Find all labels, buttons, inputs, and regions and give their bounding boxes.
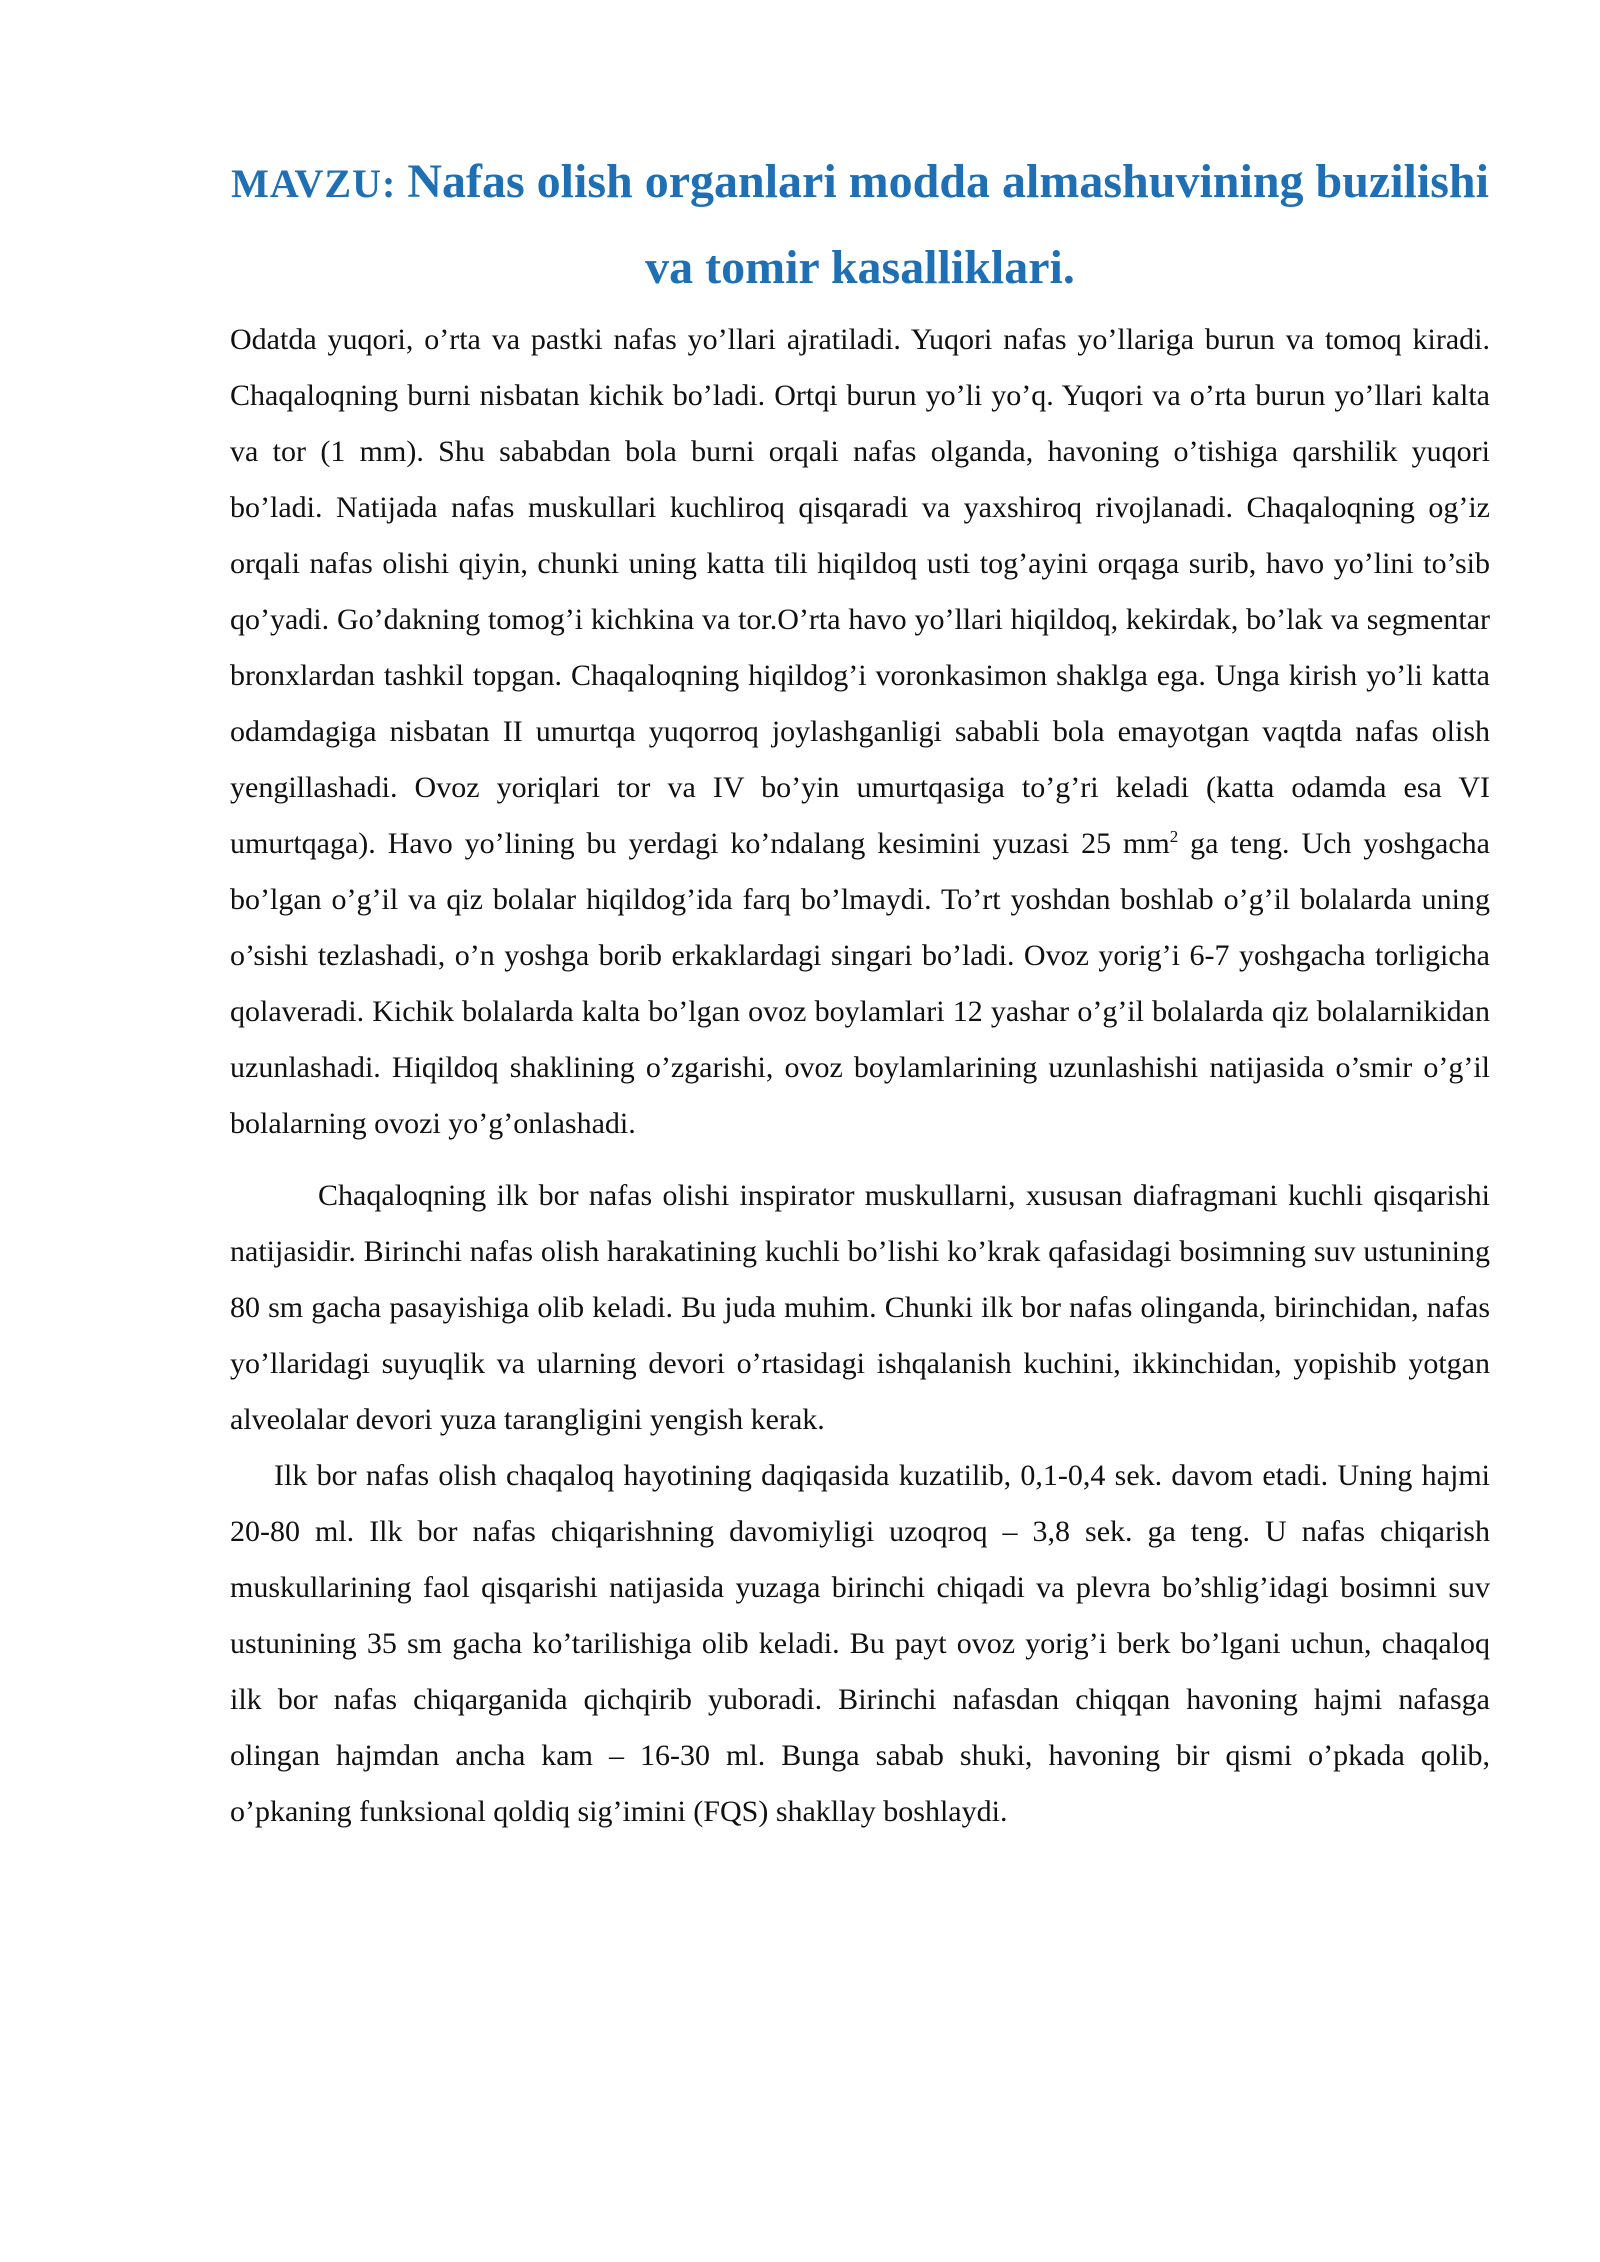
paragraph-1-part-a: Odatda yuqori, o’rta va pastki nafas yo’llari ajratiladi. Yuqori nafas yo’llariga burun va tomoq kiradi. Chaqaloqning burni nisbatan kichik bo’ladi. Ortqi burun yo’li yo’q. Yuqori va o’rta burun yo’llari kalta va tor (1 mm). Shu sababdan bola burni orqali nafas olganda, havoning o’tishiga qarshilik yuqori bo’ladi. Natijada nafas muskullari kuchliroq qisqaradi va yaxshiroq rivojlanadi. Chaqaloqning og’iz orqali nafas olishi qiyin, chunki uning katta tili hiqildoq usti tog’ayini orqaga surib, havo yo’lini to’sib qo’yadi. Go’dakning tomog’i kichkina va tor.O’rta havo yo’llari hiqildoq, kekirdak, bo’lak va segmentar bronxlardan tashkil topgan. Chaqaloqning hiqildog’i voronkasimon shaklga ega. Unga kirish yo’li katta odamdagiga nisbatan II umurtqa yuqorroq joylashganligi sababli bola emayotgan vaqtda nafas olish yengillashadi. Ovoz yoriqlari tor va IV bo’yin umurtqasiga to’g’ri keladi (katta odamda esa VI umurtqaga). Havo yo’lining bu yerdagi ko’ndalang kesimini yuzasi 25 mm	[230, 323, 1490, 860]
paragraph-1-part-b: ga teng. Uch yoshgacha bo’lgan o’g’il va qiz bolalar hiqildog’ida farq bo’lmaydi. To’rt yoshdan boshlab o’g’il bolalarda uning o’sishi tezlashadi, o’n yoshga borib erkaklardagi singari bo’ladi. Ovoz yorig’i 6-7 yoshgacha torligicha qolaveradi. Kichik bolalarda kalta bo’lgan ovoz boylamlari 12 yashar o’g’il bolalarda qiz bolalarnikidan uzunlashadi. Hiqildoq shaklining o’zgarishi, ovoz boylamlarining uzunlashishi natijasida o’smir o’g’il bolalarning ovozi yo’g’onlashadi.	[230, 827, 1490, 1140]
paragraph-1	[230, 312, 1490, 1152]
document-title	[230, 140, 1490, 310]
superscript-squared: 2	[1169, 827, 1179, 846]
document-body	[230, 312, 1490, 1840]
paragraph-3: Ilk bor nafas olish chaqaloq hayotining daqiqasida kuzatilib, 0,1-0,4 sek. davom etadi. Uning hajmi 20-80 ml. Ilk bor nafas chiqarishning davomiyligi uzoqroq – 3,8 sek. ga teng. U nafas chiqarish muskullarining faol qisqarishi natijasida yuzaga birinchi chiqadi va plevra bo’shlig’idagi bosimni suv ustunining 35 sm gacha ko’tarilishiga olib keladi. Bu payt ovoz yorig’i berk bo’lgani uchun, chaqaloq ilk bor nafas chiqarganida qichqirib yuboradi. Birinchi nafasdan chiqqan havoning hajmi nafasga olingan hajmdan ancha kam – 16-30 ml. Bunga sabab shuki, havoning bir qismi o’pkada qolib, o’pkaning funksional qoldiq sig’imini (FQS) shakllay boshlaydi.	[230, 1459, 1490, 1828]
title-lead: MAVZU:	[231, 161, 408, 206]
title-main: Nafas olish organlari modda almashuvining buzilishi va tomir kasalliklari.	[407, 155, 1489, 294]
paragraph-2: Chaqaloqning ilk bor nafas olishi inspirator muskullarni, xususan diafragmani kuchli qisqarishi natijasidir. Birinchi nafas olish harakatining kuchli bo’lishi ko’krak qafasidagi bosimning suv ustunining 80 sm gacha pasayishiga olib keladi. Bu juda muhim. Chunki ilk bor nafas olinganda, birinchidan, nafas yo’llaridagi suyuqlik va ularning devori o’rtasidagi ishqalanish kuchini, ikkinchidan, yopishib yotgan alveolalar devori yuza tarangligini yengish kerak.	[230, 1179, 1490, 1436]
